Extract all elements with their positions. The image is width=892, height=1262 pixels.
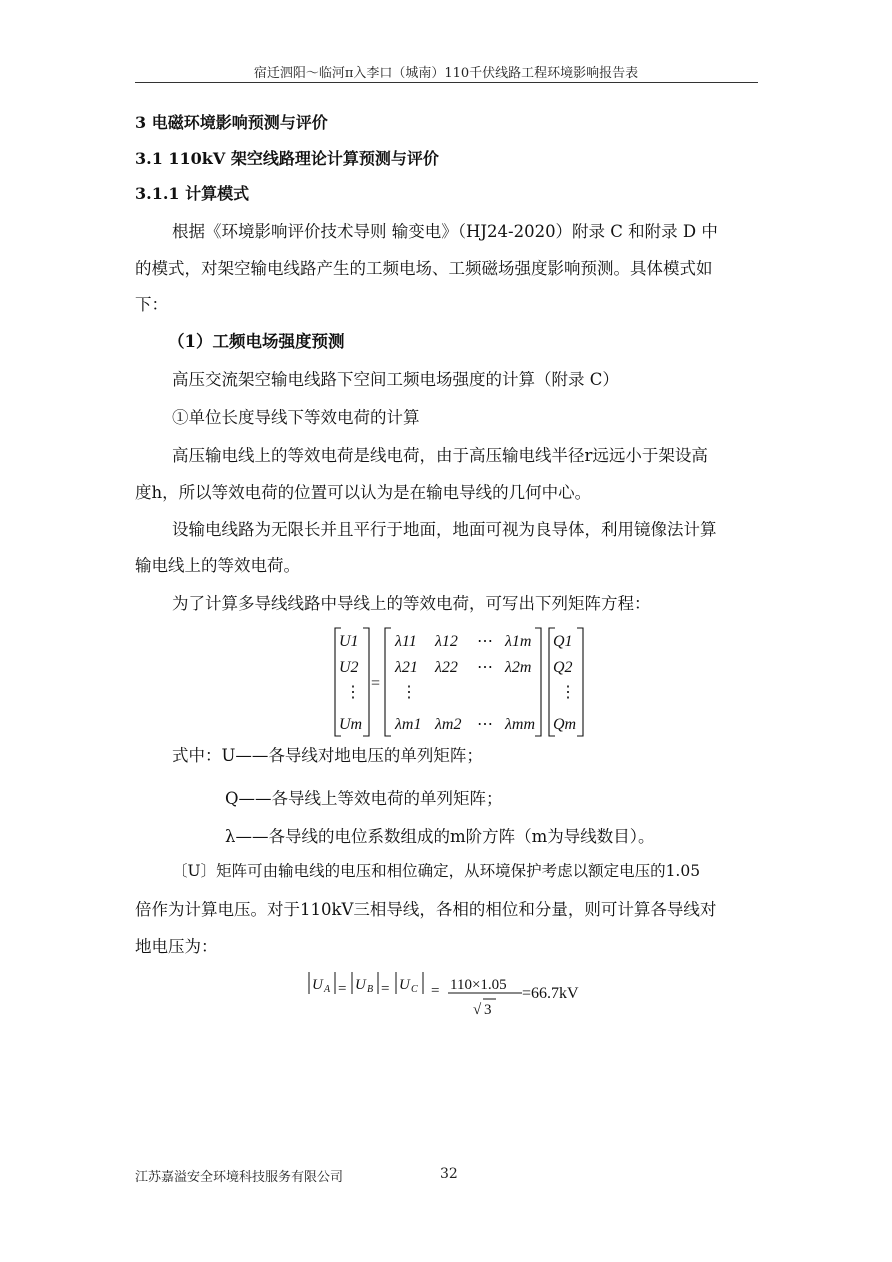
where-lambda: λ——各导线的电位系数组成的m阶方阵（m为导线数目）。 (225, 827, 655, 846)
intro-line-3: 下： (135, 295, 168, 314)
lambda-2-m: λ2m (505, 659, 532, 676)
sub-b: B (367, 984, 374, 995)
section-heading-3-1: 3.1 110kV 架空线路理论计算预测与评价 (135, 149, 439, 168)
calc-title: 高压交流架空输电线路下空间工频电场强度的计算（附录 C） (172, 370, 619, 389)
lambda-1-m: λ1m (505, 633, 532, 650)
lambda-m-dots: ⋯ (477, 716, 493, 733)
matrix-q-1: Q1 (553, 633, 573, 650)
where-u: 式中：U——各导线对地电压的单列矩阵； (172, 746, 483, 765)
page-number: 32 (440, 1166, 458, 1182)
para2-line-1: 设输电线路为无限长并且平行于地面，地面可视为良导体，利用镜像法计算 (172, 520, 717, 539)
term-u-b: U (355, 977, 366, 993)
para4-line-3: 地电压为： (135, 937, 218, 956)
matrix-q-3: ⋮ (560, 684, 576, 701)
footer-company: 江苏嘉溢安全环境科技服务有限公司 (135, 1170, 344, 1185)
term-u-a: U (312, 977, 323, 993)
matrix-q-m: Qm (553, 716, 577, 733)
sub-c: C (411, 984, 418, 995)
matrix-u-2: U2 (339, 659, 359, 676)
lambda-2-2: λ22 (435, 659, 458, 676)
section-heading-3-1-1: 3.1.1 计算模式 (135, 184, 250, 203)
lambda-1-2: λ12 (435, 633, 458, 650)
fraction-denominator: 3 (484, 1002, 492, 1018)
intro-line-1: 根据《环境影响评价技术导则 输变电》（HJ24-2020）附录 C 和附录 D 中 (172, 222, 718, 241)
lambda-1-1: λ11 (395, 633, 417, 650)
lambda-1-dots: ⋯ (477, 633, 493, 650)
para1-line-2: 度h，所以等效电荷的位置可以认为是在输电导线的几何中心。 (135, 483, 592, 502)
voltage-formula (300, 968, 600, 1028)
lambda-2-1: λ21 (395, 659, 418, 676)
lambda-m-1: λm1 (395, 716, 422, 733)
sqrt-symbol: √ (473, 1002, 482, 1018)
voltage-result: =66.7kV (522, 985, 579, 1002)
matrix-q-2: Q2 (553, 659, 573, 676)
lambda-vdots: ⋮ (401, 684, 417, 701)
header-divider (135, 82, 758, 83)
matrix-equals: = (371, 675, 381, 692)
intro-line-2: 的模式，对架空输电线路产生的工频电场、工频磁场强度影响预测。具体模式如 (135, 259, 713, 278)
fraction-numerator: 110×1.05 (450, 977, 507, 993)
matrix-u-m: Um (339, 716, 363, 733)
item-equivalent-charge: ①单位长度导线下等效电荷的计算 (172, 408, 420, 427)
page-header-title: 宿迁泗阳～临河π入李口（城南）110千伏线路工程环境影响报告表 (253, 66, 639, 81)
matrix-u-1: U1 (339, 633, 359, 650)
para2-line-2: 输电线上的等效电荷。 (135, 556, 300, 575)
svg-text:=: = (431, 983, 440, 999)
para4-line-2: 倍作为计算电压。对于110kV三相导线，各相的相位和分量，则可计算各导线对 (135, 900, 717, 919)
svg-text:=: = (381, 981, 390, 997)
lambda-m-m: λmm (505, 716, 536, 733)
matrix-u-3: ⋮ (345, 684, 361, 701)
section-heading-3: 3 电磁环境影响预测与评价 (135, 113, 328, 132)
sub-a: A (324, 984, 331, 995)
term-u-c: U (399, 977, 410, 993)
para1-line-1: 高压输电线上的等效电荷是线电荷，由于高压输电线半径r远远小于架设高 (172, 446, 708, 465)
lambda-m-2: λm2 (435, 716, 462, 733)
lambda-2-dots: ⋯ (477, 659, 493, 676)
matrix-equation (325, 625, 595, 744)
where-q: Q——各导线上等效电荷的单列矩阵； (225, 789, 503, 808)
para3-line: 为了计算多导线线路中导线上的等效电荷，可写出下列矩阵方程： (172, 594, 651, 613)
subheading-power-frequency-field: （1）工频电场强度预测 (168, 332, 345, 351)
para4-line-1: 〔U〕矩阵可由输电线的电压和相位确定，从环境保护考虑以额定电压的1.05 (172, 862, 701, 880)
svg-text:=: = (338, 981, 347, 997)
